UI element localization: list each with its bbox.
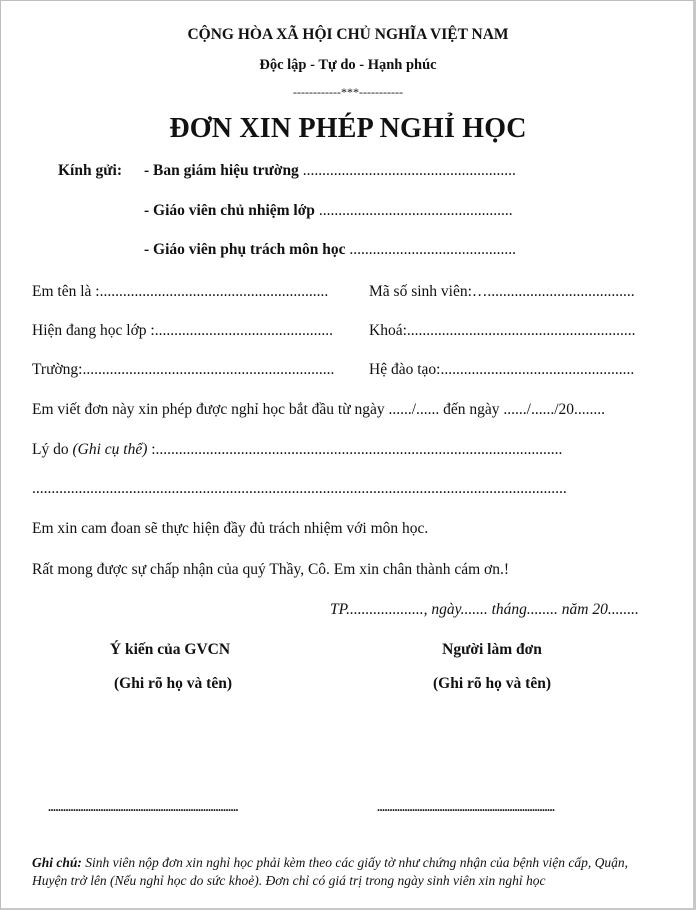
footnote-text: Sinh viên nộp đơn xin nghỉ học phải kèm theo các giấy tờ như chứng nhận của bệnh viện cấp, Quận, xyxy=(81,855,629,870)
reason-fill: :......................................................................................................... xyxy=(147,441,563,458)
recipient-fill: ....................................................... xyxy=(302,162,516,179)
reason-line xyxy=(32,441,562,459)
recipient-text: - Giáo viên chủ nhiệm lớp xyxy=(144,202,315,219)
recipients-label: Kính gửi: xyxy=(58,162,122,179)
request-line: Em viết đơn này xin phép được nghỉ học bắt đầu từ ngày ....../...... đến ngày ....../....../20........ xyxy=(32,401,606,418)
name-field: Em tên là :........................................................... xyxy=(32,283,329,300)
national-motto: Độc lập - Tự do - Hạnh phúc xyxy=(259,57,437,73)
class-field: Hiện đang học lớp :.............................................. xyxy=(32,322,333,339)
header-separator: ------------***----------- xyxy=(293,85,403,99)
reason-hint: (Ghi cụ thể) xyxy=(72,441,148,458)
reason-line-2: .......................................................................................................................................... xyxy=(32,480,567,497)
recipient-fill: ........................................... xyxy=(349,241,517,258)
footnote-line-1 xyxy=(32,855,628,871)
commitment-text: Em xin cam đoan sẽ thực hiện đầy đủ trách nhiệm với môn học. xyxy=(32,520,429,537)
recipient-text: - Ban giám hiệu trường xyxy=(144,162,299,179)
national-header: CỘNG HÒA XÃ HỘI CHỦ NGHĨA VIỆT NAM xyxy=(187,26,509,43)
footnote-label: Ghi chú: xyxy=(32,855,82,870)
document-title: ĐƠN XIN PHÉP NGHỈ HỌC xyxy=(169,113,527,144)
recipient-line-3 xyxy=(144,241,516,259)
training-type-field: Hệ đào tạo:.................................................. xyxy=(369,361,635,378)
teacher-signature-line: ............................................................................ xyxy=(48,800,238,814)
footnote-line-2: Huyện trở lên (Nếu nghỉ học do sức khoẻ). Đơn chỉ có giá trị trong ngày sinh viên xin nghỉ học xyxy=(32,873,546,888)
applicant-name-note: (Ghi rõ họ và tên) xyxy=(433,675,551,692)
recipient-fill: .................................................. xyxy=(318,202,513,219)
thanks-text: Rất mong được sự chấp nhận của quý Thầy, Cô. Em xin chân thành cám ơn.! xyxy=(32,561,509,578)
teacher-name-note: (Ghi rõ họ và tên) xyxy=(114,675,232,692)
course-field: Khoá:........................................................... xyxy=(369,322,636,339)
date-line: TP...................., ngày....... tháng........ năm 20........ xyxy=(330,601,639,618)
applicant-title: Người làm đơn xyxy=(442,641,542,658)
reason-label: Lý do xyxy=(32,441,73,458)
school-field: Trường:................................................................. xyxy=(32,361,335,378)
applicant-signature-line: ....................................................................... xyxy=(377,800,555,814)
recipient-text: - Giáo viên phụ trách môn học xyxy=(144,241,346,258)
student-id-field: Mã số sinh viên:…...................................... xyxy=(369,283,635,300)
teacher-opinion-title: Ý kiến của GVCN xyxy=(109,641,231,658)
recipient-line-1 xyxy=(144,162,516,180)
recipient-line-2 xyxy=(144,202,513,220)
